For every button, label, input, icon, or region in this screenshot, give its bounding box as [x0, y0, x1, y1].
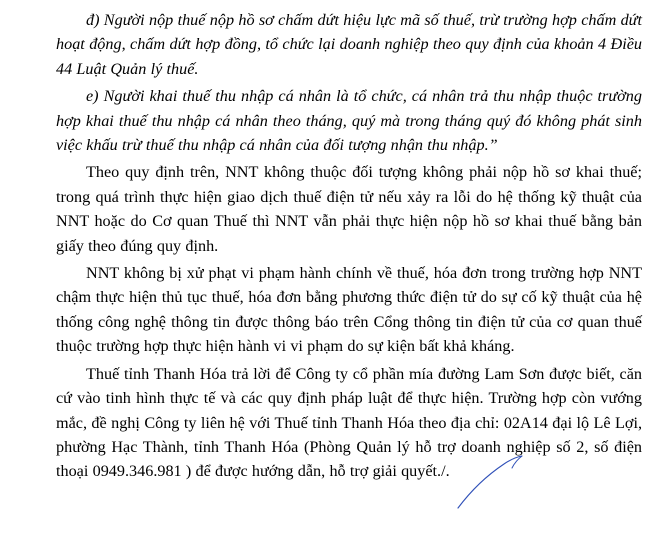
- paragraph-1: đ) Người nộp thuế nộp hồ sơ chấm dứt hiệu lực mã số thuế, trừ trường hợp chấm dứt hoạt động, chấm dứt hợp đồng, tổ chức lại doanh nghiệp theo quy định của khoản 4 Điều 44 Luật Quản lý thuế.: [56, 11, 642, 78]
- paragraph-3: Theo quy định trên, NNT không thuộc đối tượng không phải nộp hồ sơ khai thuế; trong quá trình thực hiện giao dịch thuế điện tử nếu xảy ra lỗi do hệ thống kỹ thuật của NNT hoặc do Cơ quan Thuế thì NNT vẫn phải thực hiện nộp hồ sơ khai thuế bằng bản giấy theo đúng quy định.: [56, 163, 642, 255]
- paragraph-5: Thuế tỉnh Thanh Hóa trả lời để Công ty cổ phần mía đường Lam Sơn được biết, căn cứ vào tinh hình thực tế và các quy định pháp luật để thực hiện. Trường hợp còn vướng mắc, đề nghị Công ty liên hệ với Thuế tỉnh Thanh Hóa theo địa chỉ: 02A14 đại lộ Lê Lợi, phường Hạc Thành, tỉnh Thanh Hóa (Phòng Quản lý hỗ trợ doanh nghiệp số 2, số điện thoại 0949.346.981 ) để được hướng dẫn, hỗ trợ giải quyết./.: [56, 364, 642, 481]
- document-body: [56, 8, 642, 484]
- paragraph-2: e) Người khai thuế thu nhập cá nhân là tổ chức, cá nhân trả thu nhập thuộc trường hợp khai thuế thu nhập cá nhân theo tháng, quý mà trong tháng quý đó không phát sinh việc khấu trừ thuế thu nhập cá nhân của đối tượng nhận thu nhập.”: [56, 87, 642, 155]
- paragraph-4: NNT không bị xử phạt vi phạm hành chính về thuế, hóa đơn trong trường hợp NNT chậm thực hiện thủ tục thuế, hóa đơn bằng phương thức điện tử do sự cố kỹ thuật của hệ thống công nghệ thông tin được thông báo trên Cổng thông tin điện tử của cơ quan thuế thuộc trường hợp thực hiện hành vi vi phạm do sự kiện bất khả kháng.: [56, 264, 642, 356]
